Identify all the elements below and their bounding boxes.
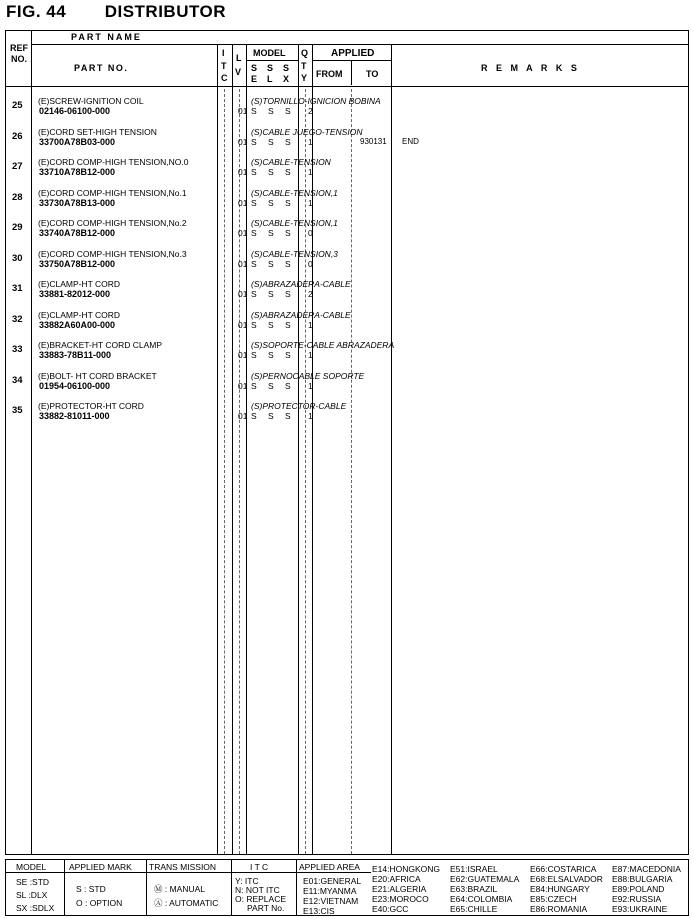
qty-value: 1: [308, 380, 313, 391]
model-header: MODEL: [253, 48, 286, 58]
model-col-s2: S: [267, 63, 274, 73]
legend-itc-n: N: NOT ITC: [235, 885, 280, 895]
ref-number: 30: [12, 252, 23, 264]
part-no-header: PART NO.: [74, 63, 129, 73]
model-mark: S: [285, 289, 291, 299]
model-mark: S: [285, 319, 291, 330]
qty-value: 0: [308, 258, 313, 269]
legend-footer: [5, 859, 689, 916]
model-col-e: E: [251, 74, 258, 84]
ref-number: 34: [12, 374, 23, 386]
qty-value: 1: [308, 197, 313, 208]
part-name: (E)CORD COMP-HIGH TENSION,No.2: [38, 218, 187, 228]
qty-header-y: Y: [301, 73, 308, 83]
legend-model-sx: SX :SDLX: [16, 903, 55, 913]
qty-value: 1: [308, 319, 313, 330]
qty-value: 2: [308, 106, 313, 116]
model-mark: S: [268, 319, 274, 330]
model-mark: S: [268, 167, 274, 177]
part-number: 33882A60A00-000: [39, 319, 116, 330]
part-number: 01954-06100-000: [39, 380, 111, 391]
part-name: (E)CORD COMP-HIGH TENSION,No.3: [38, 248, 187, 259]
model-col-l: L: [267, 74, 273, 84]
legend-applied-area-header: APPLIED AREA: [299, 862, 360, 872]
ref-number: 27: [12, 161, 23, 172]
legend-area-col2: [372, 864, 440, 914]
area-item: E21:ALGERIA: [372, 884, 427, 894]
part-name: (E)BRACKET-HT CORD CLAMP: [38, 340, 163, 350]
area-item: E84:HUNGARY: [530, 884, 590, 894]
legend-trans-automatic: Ⓐ : AUTOMATIC: [154, 898, 219, 908]
part-name: (E)CORD SET-HIGH TENSION: [38, 126, 157, 137]
area-item: E63:BRAZIL: [450, 884, 498, 894]
model-mark: S: [285, 197, 291, 208]
lv-header-v: V: [235, 67, 242, 77]
qty-value: 0: [308, 228, 313, 238]
remark: END: [402, 136, 419, 146]
model-col-s1: S: [251, 63, 258, 73]
area-item: E92:RUSSIA: [612, 894, 662, 904]
legend-itc-header: I T C: [250, 862, 269, 872]
lv-value: 01: [238, 106, 248, 116]
applied-header: APPLIED: [331, 48, 375, 59]
legend-transmissions: [154, 882, 218, 910]
qty-header-t: T: [301, 61, 307, 71]
page-title: [6, 2, 226, 22]
qty-value: 1: [308, 411, 313, 421]
legend-itc-partno: PART No.: [247, 903, 285, 913]
qty-value: 2: [308, 289, 313, 299]
part-number: 33881-82012-000: [39, 289, 111, 299]
lv-header-l: L: [236, 53, 242, 63]
model-mark: S: [251, 167, 257, 177]
itc-header-c: C: [221, 73, 228, 83]
model-mark: S: [251, 380, 257, 391]
model-mark: S: [285, 228, 291, 238]
part-number: 33750A78B12-000: [39, 258, 116, 269]
part-name: (E)CLAMP-HT CORD: [38, 279, 121, 289]
qty-header-q: Q: [301, 48, 309, 58]
model-mark: S: [285, 380, 291, 391]
spanish-name: (S)PERNOCABLE SOPORTE: [251, 370, 365, 381]
area-item: E87:MACEDONIA: [612, 864, 681, 874]
part-number: 02146-06100-000: [39, 106, 111, 116]
ref-number: 31: [12, 283, 23, 294]
spanish-name: (S)ABRAZADERA-CABLE: [251, 309, 351, 320]
model-mark: S: [268, 197, 274, 208]
fig-number: 44: [46, 2, 67, 21]
ref-number: 29: [12, 222, 23, 233]
area-item: E40:GCC: [372, 904, 409, 914]
ref-number: 32: [12, 313, 23, 325]
ref-number: 28: [12, 191, 23, 203]
legend-models: [16, 876, 54, 915]
lv-value: 01: [238, 319, 248, 330]
model-mark: S: [285, 106, 291, 116]
model-mark: S: [251, 197, 257, 208]
part-name: (E)CLAMP-HT CORD: [38, 309, 121, 320]
area-item: E64:COLOMBIA: [450, 894, 513, 904]
legend-trans-manual: Ⓜ : MANUAL: [154, 884, 206, 894]
model-mark: S: [251, 106, 257, 116]
from-header: FROM: [316, 69, 343, 79]
area-item: E13:CIS: [303, 906, 335, 916]
spanish-name: (S)CABLE JUEGO-TENSION: [251, 126, 363, 137]
lv-value: 01: [238, 167, 248, 177]
part-number: 33730A78B13-000: [39, 197, 116, 208]
area-item: E20:AFRICA: [372, 874, 421, 884]
ref-number: 33: [12, 344, 23, 355]
model-mark: S: [285, 167, 291, 177]
area-item: E51:ISRAEL: [450, 864, 498, 874]
itc-header-t: T: [221, 61, 227, 71]
legend-model-header: MODEL: [16, 862, 47, 872]
spanish-name: (S)ABRAZADERA-CABLE: [251, 279, 351, 289]
model-mark: S: [268, 289, 274, 299]
lv-value: 01: [238, 380, 248, 391]
area-item: E85:CZECH: [530, 894, 577, 904]
legend-area-col4: [530, 864, 603, 914]
model-mark: S: [251, 411, 257, 421]
lv-value: 01: [238, 411, 248, 421]
legend-itc-y: Y: ITC: [235, 876, 259, 886]
no-header: NO.: [11, 54, 28, 64]
area-item: E01:GENERAL: [303, 876, 362, 886]
model-mark: S: [268, 350, 274, 360]
model-mark: S: [251, 136, 257, 147]
remarks-header: R E M A R K S: [481, 63, 580, 73]
model-col-x: X: [283, 74, 290, 84]
model-mark: S: [285, 411, 291, 421]
from-date: 930131: [360, 136, 387, 146]
model-mark: S: [268, 411, 274, 421]
area-item: E86:ROMANIA: [530, 904, 588, 914]
ref-number: 35: [12, 405, 23, 416]
legend-itc: [235, 877, 286, 913]
model-mark: S: [268, 136, 274, 147]
model-mark: S: [251, 258, 257, 269]
lv-value: 01: [238, 197, 248, 208]
area-item: E89:POLAND: [612, 884, 665, 894]
area-item: E11:MYANMA: [303, 886, 357, 896]
ref-header: REF: [10, 43, 28, 53]
part-name: (E)CORD COMP-HIGH TENSION,NO.0: [38, 157, 189, 167]
model-mark: S: [268, 380, 274, 391]
spanish-name: (S)PROTECTOR-CABLE: [251, 401, 347, 411]
legend-model-se: SE :STD: [16, 877, 50, 887]
model-mark: S: [268, 258, 274, 269]
legend-transmission-header: TRANS MISSION: [149, 862, 217, 872]
area-item: E65:CHILLE: [450, 904, 498, 914]
area-item: E23:MOROCO: [372, 894, 429, 904]
area-item: E62:GUATEMALA: [450, 874, 520, 884]
model-mark: S: [251, 228, 257, 238]
area-item: E12:VIETNAM: [303, 896, 359, 906]
part-name: (E)BOLT- HT CORD BRACKET: [38, 370, 157, 381]
spanish-name: (S)SOPORTE-CABLE ABRAZADERA: [251, 340, 395, 350]
ref-number: 25: [12, 100, 23, 111]
qty-value: 1: [308, 350, 313, 360]
part-name: (E)CORD COMP-HIGH TENSION,No.1: [38, 187, 187, 198]
part-number: 33710A78B12-000: [39, 167, 116, 177]
part-number: 33883-78B11-000: [39, 350, 112, 360]
area-item: E68:ELSALVADOR: [530, 874, 603, 884]
legend-applied-mark-header: APPLIED MARK: [69, 862, 132, 872]
part-name: (E)SCREW-IGNITION COIL: [38, 96, 144, 106]
spanish-name: (S)CABLE-TENSION: [251, 157, 331, 167]
model-mark: S: [268, 106, 274, 116]
qty-value: 1: [308, 167, 313, 177]
model-mark: S: [251, 289, 257, 299]
itc-header-i: I: [222, 48, 225, 58]
model-mark: S: [251, 319, 257, 330]
legend-model-sl: SL :DLX: [16, 890, 48, 900]
qty-value: 1: [308, 136, 313, 147]
model-mark: S: [285, 258, 291, 269]
lv-value: 01: [238, 258, 248, 269]
spanish-name: (S)CABLE-TENSION,1: [251, 218, 338, 228]
ref-number: 26: [12, 130, 23, 142]
area-item: E66:COSTARICA: [530, 864, 597, 874]
to-header: TO: [366, 69, 379, 79]
part-name-header: PART NAME: [71, 32, 142, 42]
lv-value: 01: [238, 228, 248, 238]
legend-itc-o: O: REPLACE: [235, 894, 287, 904]
legend-mark-std: S : STD: [76, 884, 106, 894]
model-mark: S: [268, 228, 274, 238]
spanish-name: (S)CABLE-TENSION,1: [251, 187, 338, 198]
part-name: (E)PROTECTOR-HT CORD: [38, 401, 144, 411]
lv-value: 01: [238, 289, 248, 299]
spanish-name: (S)TORNILLO-IGNICION BOBINA: [251, 96, 381, 106]
part-number: 33700A78B03-000: [39, 136, 116, 147]
parts-table: [5, 30, 689, 855]
area-item: E14:HONGKONG: [372, 864, 441, 874]
part-number: 33740A78B12-000: [39, 228, 116, 238]
model-mark: S: [285, 136, 291, 147]
spanish-name: (S)CABLE-TENSION,3: [251, 248, 338, 259]
model-mark: S: [285, 350, 291, 360]
legend-area-col1: [303, 876, 361, 916]
lv-value: 01: [238, 350, 248, 360]
legend-area-col3: [450, 864, 519, 914]
fig-name: DISTRIBUTOR: [104, 2, 227, 21]
legend-mark-option: O : OPTION: [76, 898, 123, 908]
area-item: E93:UKRAINE: [612, 904, 668, 914]
model-mark: S: [251, 350, 257, 360]
fig-label: FIG.: [6, 2, 42, 21]
lv-value: 01: [238, 136, 248, 147]
legend-marks: [76, 882, 122, 910]
model-col-s3: S: [283, 63, 290, 73]
area-item: E88:BULGARIA: [612, 874, 673, 884]
legend-area-col5: [612, 864, 681, 914]
part-number: 33882-81011-000: [39, 411, 110, 421]
